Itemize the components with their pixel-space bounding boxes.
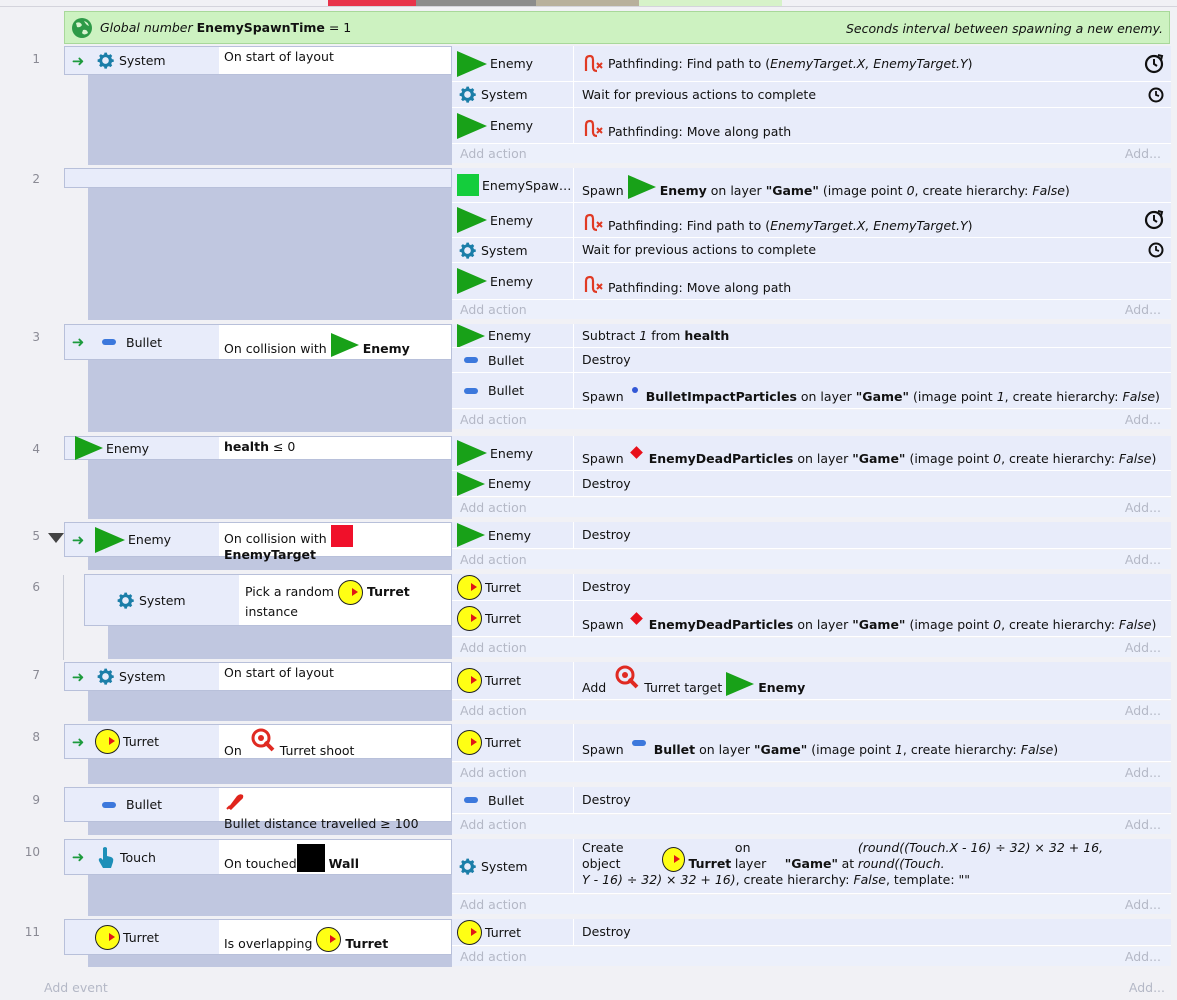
condition-object: System (139, 592, 186, 608)
action-row[interactable]: Turret Spawn EnemyDeadParticles on layer "Game" (image point 0 , create hierarchy: False ) (452, 601, 1171, 637)
event-number: 8 (32, 730, 40, 744)
condition-object: Touch (120, 849, 156, 865)
pathfinding-icon (582, 212, 604, 234)
enemy-target-icon (331, 525, 353, 547)
event-number: 5 (32, 529, 40, 543)
action-object: Enemy (490, 445, 534, 461)
condition-row[interactable]: Enemy health ≤ 0 (64, 436, 452, 460)
action-object: Enemy (490, 273, 534, 289)
bullet-icon (464, 357, 478, 363)
turret-icon (95, 925, 120, 950)
gear-icon (457, 856, 478, 877)
condition-object: Turret (123, 929, 160, 945)
event-number: 9 (32, 793, 40, 807)
enemy-sprite-icon (75, 436, 103, 460)
enemy-sprite-icon (628, 175, 656, 199)
global-name: EnemySpawnTime (196, 20, 325, 35)
action-object: Enemy (490, 212, 534, 228)
add-menu-link[interactable]: Add... (1124, 412, 1161, 427)
bullet-icon (102, 339, 116, 345)
action-object: Enemy (490, 118, 534, 133)
action-object: Turret (485, 924, 522, 940)
event-number: 6 (32, 580, 40, 594)
action-row[interactable]: Enemy Subtract 1 from health (452, 324, 1171, 348)
gear-icon (95, 50, 116, 71)
action-row[interactable] (452, 108, 1171, 144)
add-action-button[interactable]: Add action Add... (452, 144, 1171, 163)
global-variable-row[interactable] (64, 11, 1170, 44)
tab-3[interactable] (536, 0, 639, 6)
turret-behavior-icon (614, 664, 640, 690)
enemy-sprite-icon (726, 672, 754, 696)
async-clock-icon (1143, 209, 1165, 231)
condition-row[interactable]: System Pick a random Turret instance (84, 574, 452, 626)
action-text: Pathfinding: Move along path (608, 124, 792, 139)
action-row[interactable] (452, 238, 1171, 263)
action-object: Enemy (488, 328, 532, 343)
action-text: Wait for previous actions to complete (582, 242, 817, 257)
add-menu-link[interactable]: Add... (1124, 302, 1161, 317)
add-menu-link[interactable]: Add... (1124, 897, 1161, 912)
action-object: Turret (485, 673, 522, 688)
gear-icon (115, 590, 136, 611)
add-event-menu-link[interactable]: Add... (1128, 980, 1165, 995)
add-action-button[interactable]: Add action Add... (452, 763, 1171, 782)
add-menu-link[interactable]: Add... (1124, 949, 1161, 964)
event-number: 11 (24, 925, 40, 939)
enemy-sprite-icon (457, 440, 487, 466)
condition-row-empty[interactable] (64, 168, 452, 188)
pathfinding-icon (582, 118, 604, 140)
condition-object: Enemy (128, 532, 172, 547)
tab-4[interactable] (639, 0, 782, 6)
action-object: Enemy (488, 476, 532, 491)
condition-text: On start of layout (219, 663, 451, 690)
action-object: Enemy (488, 527, 532, 543)
condition-object: Enemy (106, 440, 150, 456)
condition-row[interactable]: ➜ Touch On touched Wall (64, 839, 452, 875)
add-menu-link[interactable]: Add... (1124, 552, 1161, 567)
action-object: Enemy (490, 56, 534, 71)
turret-icon (338, 580, 363, 605)
action-row[interactable]: Enemy Destroy (452, 522, 1171, 549)
turret-icon (662, 847, 685, 872)
gear-icon (457, 240, 478, 261)
gear-icon (457, 84, 478, 105)
enemy-spawner-icon (457, 174, 479, 196)
action-row[interactable]: Bullet Destroy (452, 787, 1171, 814)
clock-icon (1147, 86, 1165, 104)
turret-icon (316, 927, 341, 952)
global-comment: Seconds interval between spawning a new enemy. (845, 21, 1163, 36)
bullet-behavior-icon (224, 790, 246, 812)
action-object: Bullet (488, 383, 525, 398)
add-menu-link[interactable]: Add... (1124, 703, 1161, 718)
action-row[interactable]: Enemy Spawn EnemyDeadParticles on layer "Game" (image point 0 , create hierarchy: False ) (452, 436, 1171, 471)
sub-event-line (63, 575, 64, 660)
trigger-arrow-icon: ➜ (71, 667, 85, 686)
action-row[interactable]: EnemySpaw… Spawn Enemy on layer "Game" (image point 0 , create hierarchy: False ) (452, 168, 1171, 203)
action-object: System (481, 858, 528, 874)
action-object: System (481, 87, 528, 102)
event-block[interactable] (88, 168, 452, 320)
add-menu-link[interactable]: Add... (1124, 500, 1161, 515)
tab-strip (0, 0, 1177, 7)
condition-row[interactable] (64, 662, 452, 691)
condition-text: On start of layout (219, 47, 451, 74)
condition-object: Bullet (126, 797, 163, 812)
action-row[interactable]: Turret Spawn Bullet on layer "Game" (image point 1 , create hierarchy: False ) (452, 724, 1171, 762)
add-menu-link[interactable]: Add... (1124, 146, 1161, 161)
add-menu-link[interactable]: Add... (1124, 640, 1161, 655)
trigger-arrow-icon: ➜ (71, 530, 85, 549)
condition-object: System (119, 53, 166, 68)
action-object: EnemySpaw… (482, 177, 572, 193)
enemy-sprite-icon (457, 113, 487, 139)
add-action-button[interactable]: Add action Add... (452, 300, 1171, 319)
enemy-sprite-icon (331, 333, 359, 357)
add-action-button[interactable]: Add action Add... (452, 410, 1171, 429)
turret-icon (457, 575, 482, 600)
enemy-sprite-icon (457, 472, 485, 496)
trigger-arrow-icon: ➜ (71, 732, 85, 751)
enemy-sprite-icon (457, 523, 485, 547)
action-text: Pathfinding: Find path to (EnemyTarget.X, EnemyTarget.Y) (608, 218, 973, 233)
enemy-sprite-icon (95, 527, 125, 553)
add-action-button[interactable]: Add action Add... (452, 550, 1171, 569)
condition-row[interactable] (64, 46, 452, 75)
event-number: 10 (24, 845, 40, 859)
collapse-toggle-icon[interactable] (48, 533, 64, 543)
turret-icon (457, 606, 482, 631)
action-object: Turret (485, 735, 522, 750)
event-number: 4 (32, 442, 40, 456)
turret-icon (457, 920, 482, 945)
action-object: Bullet (488, 792, 525, 808)
touch-icon (95, 845, 117, 869)
action-row[interactable]: Bullet Destroy (452, 348, 1171, 373)
pathfinding-icon (582, 274, 604, 296)
globe-icon (71, 17, 93, 39)
wall-icon (297, 844, 325, 872)
action-text: Wait for previous actions to complete (582, 86, 817, 102)
add-action-button[interactable]: Add action Add... (452, 947, 1171, 966)
condition-row[interactable]: Turret Is overlapping Turret (64, 919, 452, 955)
condition-row[interactable]: ➜ Bullet On collision with Enemy (64, 324, 452, 360)
action-row[interactable]: Turret Add Turret target Enemy (452, 662, 1171, 700)
bullet-icon (464, 797, 478, 803)
action-text: Pathfinding: Move along path (608, 280, 792, 295)
condition-row[interactable]: Bullet Bullet distance travelled ≥ 100 (64, 787, 452, 822)
action-object: Bullet (488, 352, 525, 368)
condition-row[interactable]: ➜ Enemy On collision with EnemyTarget (64, 522, 452, 557)
action-row[interactable]: Enemy Destroy (452, 471, 1171, 497)
action-object: System (481, 242, 528, 258)
bullet-icon (464, 388, 478, 394)
action-row[interactable] (452, 46, 1171, 82)
event-number: 3 (32, 330, 40, 344)
particles-icon (630, 612, 643, 625)
turret-behavior-icon (250, 727, 276, 753)
global-value: = 1 (328, 20, 352, 35)
action-row[interactable] (452, 263, 1171, 300)
action-text: Pathfinding: Find path to (EnemyTarget.X, EnemyTarget.Y) (608, 55, 973, 71)
enemy-sprite-icon (457, 268, 487, 294)
action-object: Turret (485, 611, 522, 626)
action-row[interactable]: Turret Destroy (452, 574, 1171, 601)
event-number: 1 (32, 52, 40, 66)
add-action-button[interactable]: Add action Add... (452, 638, 1171, 657)
add-action-button[interactable]: Add action Add... (452, 701, 1171, 720)
action-row[interactable]: Bullet Spawn BulletImpactParticles on layer "Game" (image point 1 , create hierarchy: False ) (452, 373, 1171, 409)
condition-object: System (119, 669, 166, 684)
action-row[interactable] (452, 203, 1171, 238)
add-event-button[interactable]: Add event (44, 980, 108, 995)
condition-row[interactable]: ➜ Turret On Turret shoot (64, 724, 452, 759)
gear-icon (95, 666, 116, 687)
event-number: 2 (32, 172, 40, 186)
trigger-arrow-icon: ➜ (71, 51, 85, 70)
trigger-arrow-icon: ➜ (71, 333, 85, 351)
tab-2[interactable] (416, 0, 536, 6)
trigger-arrow-icon: ➜ (71, 848, 85, 866)
bullet-icon (102, 802, 116, 808)
turret-icon (457, 668, 482, 693)
enemy-sprite-icon (457, 324, 485, 347)
global-prefix: Global number (100, 20, 193, 35)
enemy-sprite-icon (457, 51, 487, 77)
action-row[interactable]: System Create object Turret on layer "Game" at (round((Touch.X - 16) ÷ 32) × 32 + 16, round((Touch. Y - 16) ÷ 32) × 32 + 16), create hierarchy: False, template: "" (452, 839, 1171, 894)
action-object: Turret (485, 579, 522, 595)
clock-icon (1147, 241, 1165, 259)
particles-icon (632, 387, 638, 393)
event-number: 7 (32, 668, 40, 682)
bullet-icon (632, 740, 646, 746)
action-row[interactable] (452, 82, 1171, 108)
add-action-button[interactable]: Add action Add... (452, 498, 1171, 517)
add-action-button[interactable]: Add action Add... (452, 895, 1171, 914)
particles-icon (630, 446, 643, 459)
add-action-button[interactable]: Add action Add... (452, 815, 1171, 834)
tab-1[interactable] (328, 0, 416, 6)
add-menu-link[interactable]: Add... (1124, 765, 1161, 780)
turret-icon (95, 729, 120, 754)
async-clock-icon (1143, 53, 1165, 75)
action-row[interactable]: Turret Destroy (452, 919, 1171, 946)
add-menu-link[interactable]: Add... (1124, 817, 1161, 832)
condition-object: Bullet (126, 334, 163, 350)
enemy-sprite-icon (457, 207, 487, 233)
turret-icon (457, 730, 482, 755)
condition-object: Turret (123, 734, 160, 749)
pathfinding-icon (582, 53, 604, 75)
